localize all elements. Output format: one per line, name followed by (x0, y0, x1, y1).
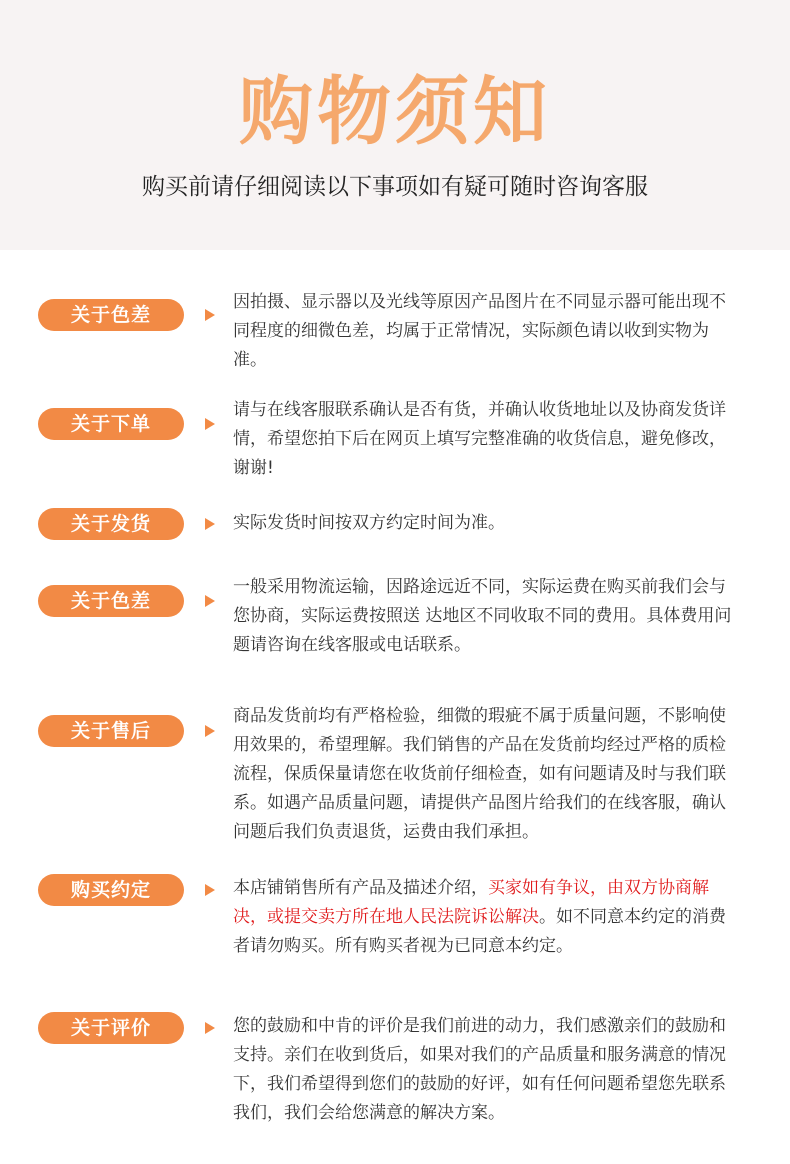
section-text: 实际发货时间按双方约定时间为准。 (233, 513, 505, 533)
section-label: 关于评价 (38, 1012, 184, 1044)
section-text: 一般采用物流运输，因路途远近不同，实际运费在购买前我们会与您协商，实际运费按照送 达地区不同收取不同的费用。具体费用问题请咨询在线客服或电话联系。 (233, 577, 732, 655)
section-text: 请与在线客服联系确认是否有货，并确认收货地址以及协商发货详情，希望您拍下后在网页上填写完整准确的收货信息，避免修改，谢谢! (233, 400, 726, 478)
arrow-right-icon (205, 1022, 215, 1034)
section-label: 关于色差 (38, 585, 184, 617)
section-label: 关于售后 (38, 715, 184, 747)
page-subtitle: 购买前请仔细阅读以下事项如有疑可随时咨询客服 (142, 174, 648, 200)
arrow-right-icon (205, 595, 215, 607)
arrow-right-icon (205, 725, 215, 737)
section-label: 关于发货 (38, 508, 184, 540)
header-banner (0, 0, 790, 250)
section-label: 关于下单 (38, 408, 184, 440)
arrow-right-icon (205, 884, 215, 896)
section-text: 您的鼓励和中肯的评价是我们前进的动力，我们感激亲们的鼓励和支持。亲们在收到货后，如果对我们的产品质量和服务满意的情况下，我们希望得到您们的鼓励的好评，如有任何问题希望您先联系我们，我们会给您满意的解决方案。 (233, 1016, 726, 1123)
agreement-text-start: 本店铺销售所有产品及描述介绍， (233, 878, 488, 898)
section-label: 关于色差 (38, 299, 184, 331)
page-title: 购物须知 (239, 69, 551, 155)
arrow-right-icon (205, 518, 215, 530)
arrow-right-icon (205, 418, 215, 430)
agreement-dispute-clause: 买家如有争议，由双方协商解决，或提交卖方所在地人民法院诉讼解决 (233, 878, 709, 927)
section-label: 购买约定 (38, 874, 184, 906)
section-text: 因拍摄、显示器以及光线等原因产品图片在不同显示器可能出现不同程度的细微色差，均属于正常情况，实际颜色请以收到实物为准。 (233, 292, 726, 370)
arrow-right-icon (205, 309, 215, 321)
agreement-text-end: 。如不同意本约定的消费者请勿购买。所有购买者视为已同意本约定。 (233, 907, 726, 956)
section-text: 商品发货前均有严格检验，细微的瑕疵不属于质量问题，不影响使用效果的，希望理解。我们销售的产品在发货前均经过严格的质检流程，保质保量请您在收货前仔细检查，如有问题请及时与我们联系。如遇产品质量问题，请提供产品图片给我们的在线客服，确认问题后我们负责退货，运费由我们承担。 (233, 706, 726, 842)
section-text (233, 874, 733, 961)
